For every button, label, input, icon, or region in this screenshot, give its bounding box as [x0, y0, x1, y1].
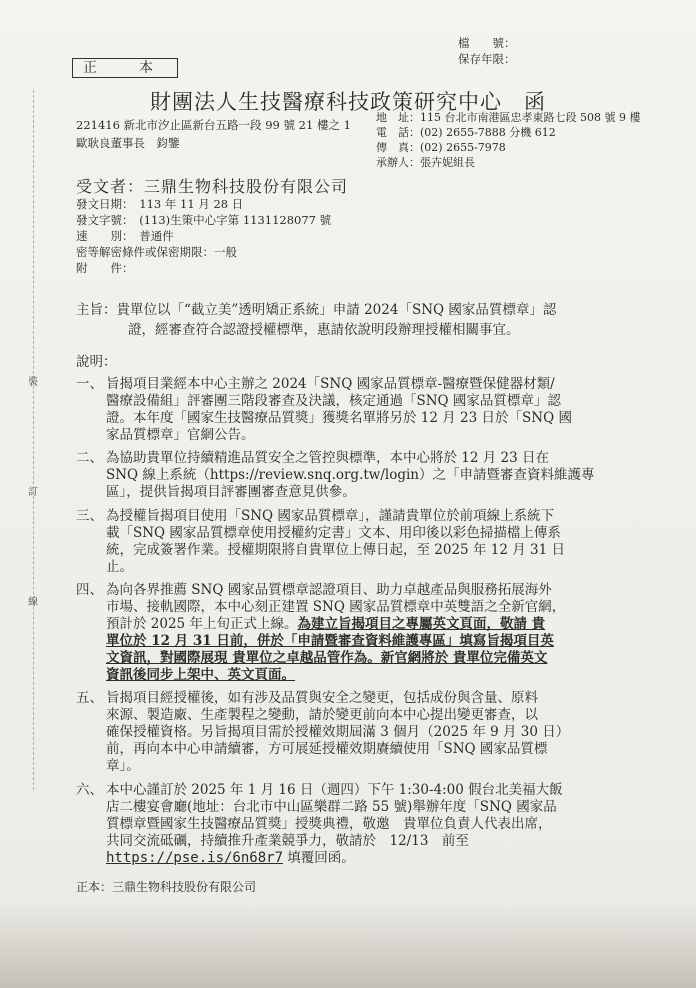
item-line-plain: 預計於 2025 年上旬正式上線。	[106, 616, 298, 632]
binding-line	[33, 90, 34, 790]
item-line: 本中心謹訂於 2025 年 1 月 16 日（週四）下午 1:30-4:00 假台北美福大飯	[106, 782, 563, 798]
item-line: 為向各界推薦 SNQ 國家品質標章認證項目、助力卓越產品與服務拓展海外	[106, 582, 552, 598]
sender-fax: 傳 真：(02) 2655-7978	[376, 141, 506, 154]
item-number: 六、	[76, 782, 103, 798]
item-line: 市場、接軌國際，本中心刻正建置 SNQ 國家品質標章中英雙語之全新官網，	[106, 599, 566, 615]
item-line: 為協助貴單位持續精進品質安全之管控與標準，本中心將於 12 月 23 日在	[106, 450, 550, 466]
recipient-name: 歐耿良董事長 鈞鑒	[76, 136, 180, 150]
issue-date: 發文日期： 113 年 11 月 28 日	[76, 197, 244, 211]
retention-label: 保存年限：	[458, 52, 516, 66]
item-2-body	[106, 450, 595, 501]
binding-mark: 訂	[28, 487, 38, 498]
recipient-line: 受文者：三鼎生物科技股份有限公司	[76, 177, 349, 196]
item-4-body	[106, 582, 565, 684]
item-line-emphasis: 文資訊，對國際展現 貴單位之卓越品管作為。新官網將於 貴單位完備英文	[106, 650, 548, 666]
item-number: 一、	[76, 376, 103, 392]
item-line: 確保授權資格。另旨揭項目需於授權效期屆滿 3 個月（2025 年 9 月 30 日）	[106, 724, 570, 740]
file-number-label: 檔 號：	[458, 36, 516, 50]
item-line: 為授權旨揭項目使用「SNQ 國家品質標章」，謹請貴單位於前項線上系統下	[106, 508, 555, 524]
item-line: 旨揭項目經授權後，如有涉及品質與安全之變更，包括成份與含量、原料	[106, 690, 538, 706]
speed-class: 速 別： 普通件	[76, 229, 174, 243]
item-line-emphasis: 為建立旨揭項目之專屬英文頁面，敬請 貴	[297, 616, 546, 632]
item-line-emphasis: 資訊後同步上架中、英文頁面。	[106, 667, 295, 683]
binding-mark: 裝	[28, 377, 38, 388]
item-line	[106, 616, 565, 633]
copy-type-box: 正 本	[72, 58, 178, 78]
item-line: 醫療設備組」評審團三階段審查及決議，核定通過「SNQ 國家品質標章」認	[106, 393, 561, 409]
item-line: 共同交流砥礪，持續推升產業競爭力，敬請於 12/13 前至	[106, 833, 469, 849]
item-line: 章」。	[106, 758, 140, 774]
item-line: 家品質標章」官網公告。	[106, 427, 255, 443]
attachment-label: 附 件：	[76, 261, 134, 275]
item-line: 止。	[106, 559, 133, 575]
explain-label: 說明：	[76, 354, 117, 370]
item-line: 區」，提供旨揭項目評審團審查意見供參。	[106, 484, 356, 500]
item-3-body	[106, 508, 565, 576]
item-line: 來源、製造廠、生產製程之變動，請於變更前向本中心提出變更審查，以	[106, 707, 538, 723]
item-5-body	[106, 690, 569, 775]
item-line: 店二樓宴會廳(地址：台北市中山區樂群二路 55 號)舉辦年度「SNQ 國家品	[106, 799, 557, 815]
document-number: 發文字號： (113)生策中心字第 1131128077 號	[76, 213, 332, 227]
sender-contact: 承辦人：張卉妮組長	[376, 156, 475, 169]
item-6-body	[106, 782, 563, 867]
item-line-emphasis: 單位於 12 月 31 日前，併於「申請暨審查資料維護專區」填寫旨揭項目英	[106, 633, 554, 649]
recipient-postal-address: 221416 新北市汐止區新台五路一段 99 號 21 樓之 1	[76, 118, 351, 132]
subject-line-1: 主旨：貴單位以「“截立美”透明矯正系統」申請 2024「SNQ 國家品質標章」認	[76, 302, 557, 318]
reply-link[interactable]: https://pse.is/6n68r7	[106, 850, 284, 866]
item-1-body	[106, 376, 572, 444]
item-line: 統，完成簽署作業。授權期限將自貴單位上傳日起，至 2025 年 12 月 31 日	[106, 542, 565, 558]
sender-address: 地 址：115 台北市南港區忠孝東路七段 508 號 9 樓	[376, 111, 641, 124]
item-number: 五、	[76, 690, 103, 706]
footer-copy-line: 正本：三鼎生物科技股份有限公司	[76, 880, 257, 894]
item-line: 前，再向本中心申請續審，方可展延授權效期賡續使用「SNQ 國家品質標	[106, 741, 548, 757]
item-line	[106, 850, 563, 867]
item-line: 質標章暨國家生技醫療品質獎」授獎典禮，敬邀 貴單位負責人代表出席，	[106, 816, 552, 832]
item-number: 二、	[76, 450, 103, 466]
item-line: 旨揭項目業經本中心主辦之 2024「SNQ 國家品質標章-醫療暨保健器材類/	[106, 376, 555, 392]
item-number: 四、	[76, 582, 103, 598]
item-number: 三、	[76, 508, 103, 524]
secrecy-level: 密等解密條件或保密期限：一般	[76, 245, 237, 259]
binding-mark: 線	[28, 597, 38, 608]
sender-phone: 電 話：(02) 2655-7888 分機 612	[376, 126, 556, 139]
scan-shadow	[0, 900, 696, 988]
reply-link-suffix: 填覆回函。	[283, 850, 355, 866]
item-line: SNQ 線上系統（https://review.snq.org.tw/login）之「申請暨審查資料維護專	[106, 467, 595, 483]
subject-line-2: 證，經審查符合認證授權標準，惠請依說明段辦理授權相關事宜。	[128, 322, 520, 338]
org-title: 財團法人生技醫療科技政策研究中心 函	[150, 90, 546, 114]
item-line: 證。本年度「國家生技醫療品質獎」獲獎名單將另於 12 月 23 日於「SNQ 國	[106, 410, 572, 426]
item-line: 載「SNQ 國家品質標章使用授權約定書」文本、用印後以彩色掃描檔上傳系	[106, 525, 561, 541]
